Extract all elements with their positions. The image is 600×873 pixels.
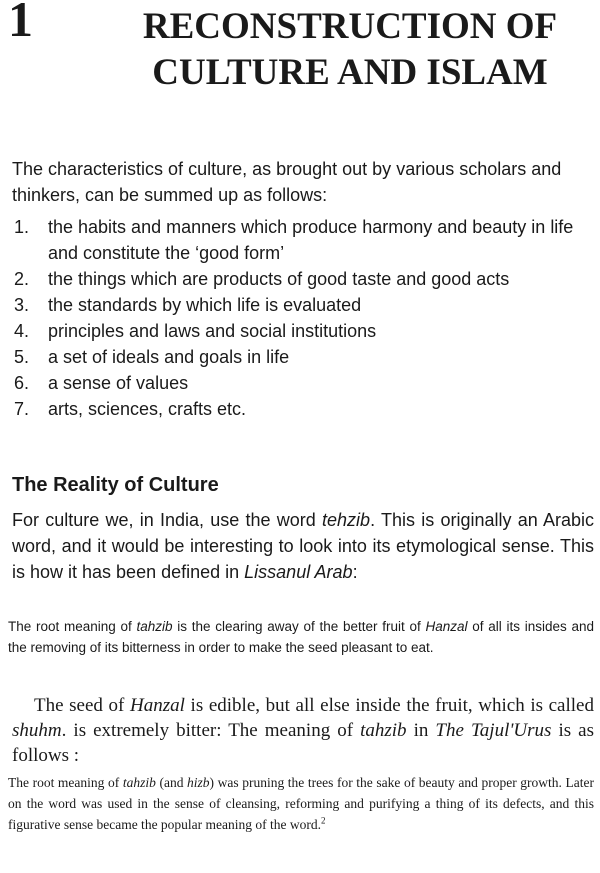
chapter-title	[104, 4, 596, 96]
chapter-number: 1	[8, 0, 33, 47]
quote-text: is the clearing away of the better fruit of	[172, 619, 426, 634]
list-item-text: arts, sciences, crafts etc.	[48, 399, 247, 419]
section-heading: The Reality of Culture	[12, 474, 219, 496]
italic-term: Hanzal	[130, 695, 185, 716]
italic-term: shuhm	[12, 720, 62, 741]
source-title: Lissanul Arab	[244, 562, 353, 582]
block-quote	[8, 616, 594, 658]
block-quote	[8, 772, 594, 835]
quote-text: (and	[155, 775, 188, 790]
paragraph-text: For culture we, in India, use the word	[12, 510, 323, 530]
italic-term: tahzib	[360, 720, 407, 741]
paragraph-text: is as follows :	[12, 720, 594, 766]
list-item-number: 4.	[14, 321, 30, 341]
list-item	[12, 292, 596, 318]
paragraph-text: is edible, but all else inside the fruit, which is called	[184, 695, 594, 716]
list-item-text: a set of ideals and goals in life	[48, 347, 290, 367]
paragraph-text: . This is originally an Arabic word, and it would be interesting to look into its etymological sense. This is how it has been defined in	[12, 510, 594, 582]
body-paragraph	[12, 693, 594, 768]
list-item-text: principles and laws and social institutions	[48, 321, 377, 341]
source-title: The Tajul'Urus	[435, 720, 552, 741]
list-item-number: 2.	[14, 269, 30, 289]
list-item-text: the standards by which life is evaluated	[48, 295, 362, 315]
chapter-title-line-2: CULTURE AND ISLAM	[152, 52, 548, 93]
list-item-text: the things which are products of good taste and good acts	[48, 269, 510, 289]
list-item	[12, 318, 596, 344]
list-item	[12, 370, 596, 396]
italic-term: tehzib	[322, 510, 371, 530]
list-item-number: 7.	[14, 399, 30, 419]
list-item-text: a sense of values	[48, 373, 189, 393]
paragraph-text: The seed of	[34, 695, 131, 716]
quote-text: The root meaning of	[8, 775, 123, 790]
body-paragraph	[12, 507, 594, 585]
list-item	[12, 396, 596, 422]
italic-term: hizb	[187, 775, 210, 790]
paragraph-text: :	[352, 562, 358, 582]
list-item-text: the habits and manners which produce harmony and beauty in life and constitute the	[48, 217, 574, 263]
characteristics-list	[12, 214, 596, 422]
list-item-number: 5.	[14, 347, 30, 367]
list-item-number: 1.	[14, 217, 30, 237]
list-item-quoted-term: ‘good form’	[195, 243, 285, 263]
quote-text: ) was pruning the trees for the sake of beauty and proper growth. Later on the word was used in the sense of cleansing, reforming and purifying a thing of its defects, and this figurative sense became the popular meaning of the word.	[8, 775, 594, 832]
chapter-title-line-1: RECONSTRUCTION OF	[142, 6, 558, 47]
paragraph-text: . is extremely bitter: The meaning of	[61, 720, 361, 741]
list-item-number: 3.	[14, 295, 30, 315]
list-item	[12, 214, 596, 266]
list-item	[12, 344, 596, 370]
paragraph-text: in	[406, 720, 436, 741]
italic-term: Hanzal	[425, 619, 468, 634]
footnote-marker: 2	[321, 815, 326, 826]
quote-text: of all its insides and the removing of its bitterness in order to make the seed pleasant to eat.	[8, 619, 594, 655]
italic-term: tahzib	[136, 619, 173, 634]
italic-term: tahzib	[122, 775, 156, 790]
list-item-number: 6.	[14, 373, 30, 393]
quote-text: The root meaning of	[8, 619, 137, 634]
list-item	[12, 266, 596, 292]
intro-paragraph: The characteristics of culture, as brought out by various scholars and thinkers, can be summed up as follows:	[12, 159, 562, 205]
